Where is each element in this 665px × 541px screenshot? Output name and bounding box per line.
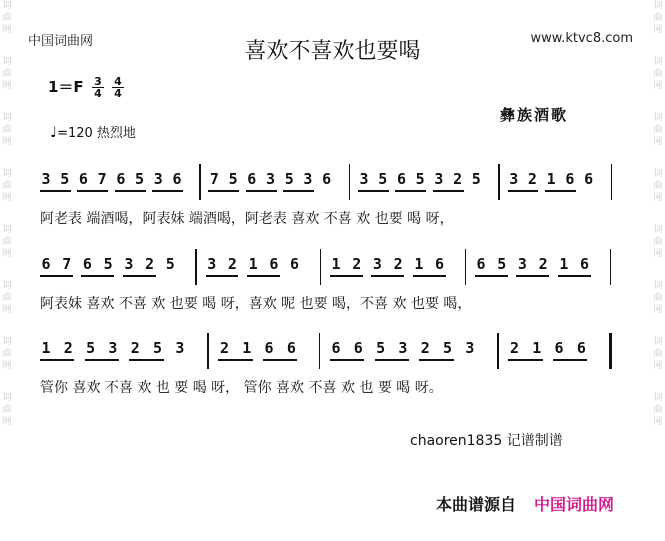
watermark-char: 曲 [2,13,12,23]
barline [319,333,321,369]
note: 5 [153,339,163,357]
watermark-char: 网 [2,249,12,259]
note: 1 [559,255,569,273]
note: 5 [415,170,425,188]
note: 2 [420,339,430,357]
source-label: 本曲谱源自 [436,495,517,514]
beam-underline [77,190,108,192]
watermark-char: 词 [2,113,12,123]
watermark-char: 网 [653,137,663,147]
watermark-char: 曲 [2,181,12,191]
watermark-char: 词 [653,113,663,123]
beam-underline [40,359,74,361]
note: 2 [509,339,519,357]
note: 2 [219,339,229,357]
note: 2 [527,170,537,188]
watermark-char: 网 [2,193,12,203]
note: 5 [376,339,386,357]
watermark-char: 曲 [2,405,12,415]
beam-underline [247,275,280,277]
note: 3 [108,339,118,357]
note: 6 [172,170,182,188]
note: 3 [398,339,408,357]
watermark-char: 词 [653,169,663,179]
lyrics-line-3: 管你 喜欢 不喜 欢 也 要 喝 呀， 管你 喜欢 不喜 欢 也 要 喝 呀。 [40,380,443,396]
note: 3 [266,170,276,188]
watermark-char: 曲 [653,13,663,23]
watermark-char: 词 [2,281,12,291]
note: 6 [353,339,363,357]
beam-underline [375,359,409,361]
watermark-char: 词 [2,225,12,235]
note: 6 [565,170,575,188]
note: 6 [435,255,445,273]
note: 3 [303,170,313,188]
watermark-char: 网 [2,417,12,427]
watermark-char: 曲 [653,349,663,359]
watermark-char: 词 [653,393,663,403]
song-title: 喜欢不喜欢也要喝 [244,39,421,64]
note: 1 [41,339,51,357]
lyrics-line-2: 阿表妹 喜欢 不喜 欢 也要 喝 呀，喜欢 呢 也要 喝，不喜 欢 也要 喝， [40,296,472,312]
note: 1 [242,339,252,357]
watermark-char: 曲 [653,293,663,303]
watermark-char: 曲 [2,125,12,135]
barline [199,164,201,200]
tempo-marking [50,122,136,141]
beam-underline [371,275,404,277]
watermark-char: 词 [653,57,663,67]
watermark-char: 词 [2,1,12,11]
watermark-char: 曲 [653,405,663,415]
beam-underline [123,275,156,277]
beam-underline [206,275,239,277]
note: 6 [331,339,341,357]
note: 5 [103,255,113,273]
barline [610,249,612,285]
beam-underline [433,190,464,192]
beam-underline [413,275,446,277]
note: 2 [227,255,237,273]
watermark-char: 词 [653,281,663,291]
note: 6 [264,339,274,357]
watermark-char: 网 [653,305,663,315]
beam-underline [558,275,591,277]
beam-underline [115,190,146,192]
notation-line-2 [40,255,620,277]
note: 6 [576,339,586,357]
note: 5 [135,170,145,188]
note: 2 [393,255,403,273]
watermark-char: 网 [2,361,12,371]
barline [195,249,197,285]
barline [498,164,500,200]
note: 5 [443,339,453,357]
beam-underline [553,359,587,361]
watermark-char: 网 [653,417,663,427]
note: 3 [175,339,185,357]
barline [207,333,209,369]
note: 6 [78,170,88,188]
watermark-char: 词 [653,225,663,235]
note: 5 [497,255,507,273]
note: 6 [82,255,92,273]
watermark-char: 词 [653,337,663,347]
watermark-char: 网 [2,305,12,315]
quarter-note-icon: ♩ [50,123,58,141]
note: 5 [165,255,175,273]
beam-underline [419,359,453,361]
watermark-char: 曲 [653,125,663,135]
watermark-char: 曲 [653,181,663,191]
beam-underline [40,275,73,277]
note: 1 [546,170,556,188]
beam-underline [208,190,239,192]
note: 5 [284,170,294,188]
note: 1 [248,255,258,273]
note: 3 [465,339,475,357]
key-signature: 1＝F [48,78,84,96]
note: 6 [476,255,486,273]
note: 7 [209,170,219,188]
beam-underline [152,190,183,192]
beam-underline [246,190,277,192]
note: 3 [509,170,519,188]
note: 3 [124,255,134,273]
site-name: 中国词曲网 [28,34,94,49]
note: 5 [378,170,388,188]
site-url[interactable]: www.ktvc8.com [530,31,633,46]
watermark-char: 词 [2,337,12,347]
note: 3 [372,255,382,273]
note: 7 [62,255,72,273]
note: 6 [584,170,594,188]
beam-underline [545,190,576,192]
note: 1 [532,339,542,357]
watermark-char: 词 [2,393,12,403]
watermark-char: 曲 [653,69,663,79]
note: 2 [538,255,548,273]
beam-underline [475,275,508,277]
note: 6 [322,170,332,188]
watermark-char: 曲 [653,237,663,247]
note: 5 [471,170,481,188]
time-signature-4-4: $\frac{4}{4}$ [112,76,124,99]
note: 6 [554,339,564,357]
note: 6 [269,255,279,273]
lyrics-line-1: 阿老表 端酒喝，阿表妹 端酒喝，阿老表 喜欢 不喜 欢 也要 喝 呀， [40,211,454,227]
note: 3 [153,170,163,188]
watermark-char: 曲 [2,69,12,79]
source-line [436,492,614,515]
beam-underline [358,190,389,192]
note: 3 [359,170,369,188]
note: 6 [396,170,406,188]
beam-underline [263,359,297,361]
watermark-char: 词 [2,169,12,179]
note: 3 [41,170,51,188]
right-watermark [651,0,665,541]
watermark-char: 曲 [2,349,12,359]
watermark-char: 网 [653,25,663,35]
barline [611,164,613,200]
notation-line-1 [40,170,620,192]
barline [497,333,499,369]
beam-underline [330,359,364,361]
barline [349,164,351,200]
watermark-char: 词 [653,1,663,11]
beam-underline [283,190,314,192]
transcriber-credit: chaoren1835 记谱制谱 [410,433,563,449]
note: 6 [41,255,51,273]
beam-underline [395,190,426,192]
song-style: 彝族酒歌 [500,106,569,124]
notation-line-3 [40,339,620,361]
beam-underline [129,359,163,361]
note: 6 [286,339,296,357]
note: 7 [97,170,107,188]
beam-underline [218,359,252,361]
note: 6 [247,170,257,188]
tempo-text: =120 热烈地 [57,126,136,141]
note: 1 [414,255,424,273]
watermark-char: 网 [653,361,663,371]
watermark-char: 网 [653,193,663,203]
note: 5 [228,170,238,188]
barline [320,249,322,285]
note: 2 [145,255,155,273]
note: 5 [86,339,96,357]
note: 3 [207,255,217,273]
left-watermark [0,0,14,541]
watermark-char: 曲 [2,293,12,303]
note: 6 [580,255,590,273]
beam-underline [81,275,114,277]
beam-underline [516,275,549,277]
watermark-char: 网 [653,81,663,91]
note: 2 [130,339,140,357]
note: 3 [517,255,527,273]
beam-underline [508,359,542,361]
watermark-char: 网 [2,81,12,91]
note: 2 [453,170,463,188]
note: 1 [331,255,341,273]
beam-underline [330,275,363,277]
watermark-char: 网 [2,137,12,147]
watermark-char: 网 [2,25,12,35]
note: 2 [352,255,362,273]
beam-underline [85,359,119,361]
note: 3 [434,170,444,188]
time-signature-3-4: $\frac{3}{4}$ [92,76,104,99]
note: 2 [63,339,73,357]
barline [465,249,467,285]
watermark-char: 词 [2,57,12,67]
final-barline [609,333,612,369]
note: 6 [290,255,300,273]
note: 6 [116,170,126,188]
watermark-char: 曲 [2,237,12,247]
source-site-link[interactable]: 中国词曲网 [534,495,615,514]
beam-underline [40,190,71,192]
beam-underline [508,190,539,192]
note: 5 [60,170,70,188]
watermark-char: 网 [653,249,663,259]
